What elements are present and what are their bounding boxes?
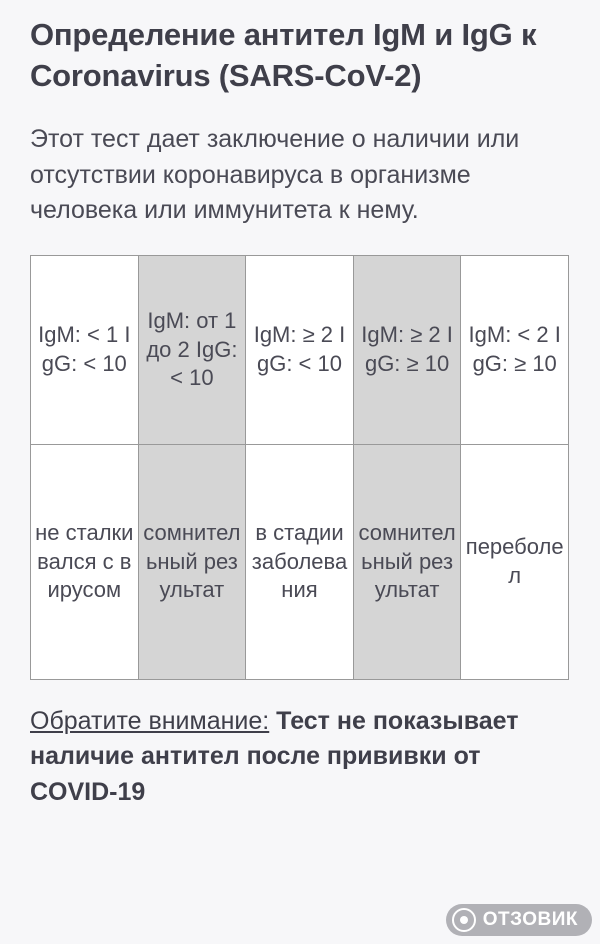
watermark [446,904,592,936]
table-cell-interpretation-5: переболел [461,444,569,679]
table-row [31,444,569,679]
antibody-results-table [30,255,569,680]
table-cell-interpretation-1: не сталкивался с вирусом [31,444,139,679]
table-cell-interpretation-2: сомнительный результат [138,444,246,679]
table-cell-interpretation-3: в стадии заболевания [246,444,354,679]
table-row [31,255,569,444]
table-cell-interpretation-4: сомнительный результат [353,444,461,679]
table-cell-values-4: IgM: ≥ 2 IgG: ≥ 10 [353,255,461,444]
table-cell-values-5: IgM: < 2 IgG: ≥ 10 [461,255,569,444]
table-cell-values-2: IgM: от 1 до 2 IgG: < 10 [138,255,246,444]
table-cell-values-3: IgM: ≥ 2 IgG: < 10 [246,255,354,444]
note-paragraph [30,704,570,811]
table-cell-values-1: IgM: < 1 IgG: < 10 [31,255,139,444]
page-title: Определение антител IgM и IgG к Coronavirus (SARS-CoV-2) [30,17,537,94]
watermark-label: ОТЗОВИК [482,909,578,930]
watermark-logo-icon [452,908,476,932]
intro-paragraph: Этот тест дает заключение о наличии или отсутствии коронавируса в организме человека или иммунитета к нему. [30,125,520,225]
note-text: Тест не показывает наличие антител после прививки от COVID-19 [30,706,519,806]
note-attention-label: Обратите внимание: [30,706,270,735]
